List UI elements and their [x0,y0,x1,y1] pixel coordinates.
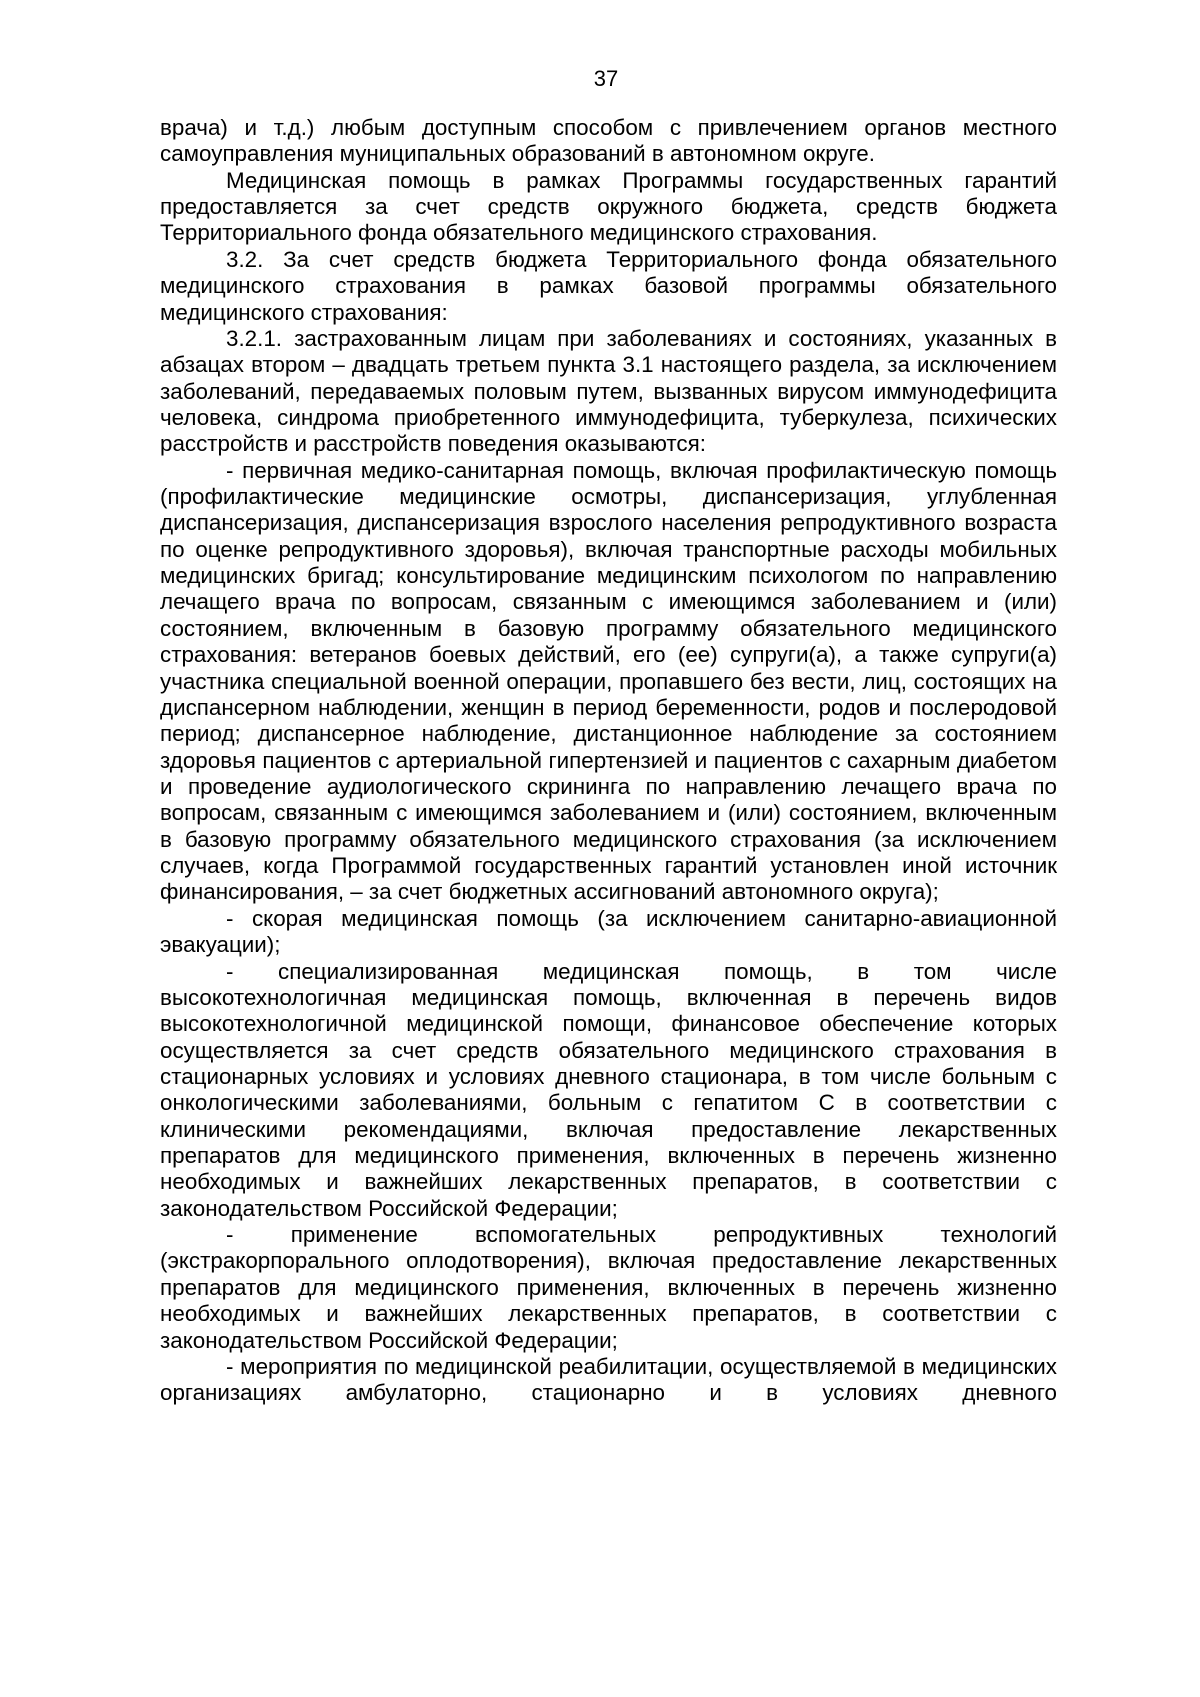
paragraph-continuation: врача) и т.д.) любым доступным способом с привлечением органов местного самоуправления муниципальных образований в автономном округе. [160,115,1057,167]
list-item-primary-care: - первичная медико-санитарная помощь, включая профилактическую помощь (профилактические медицинские осмотры, диспансеризация, углубленная диспансеризация, диспансеризация взрослого населения репродуктивного возраста по оценке репродуктивного здоровья), включая транспортные расходы мобильных медицинских бригад; консультирование медицинским психологом по направлению лечащего врача по вопросам, связанным с имеющимся заболеванием и (или) состоянием, включенным в базовую программу обязательного медицинского страхования: ветеранов боевых действий, его (ее) супруги(а), а также супруги(а) участника специальной военной операции, пропавшего без вести, лиц, состоящих на диспансерном наблюдении, женщин в период беременности, родов и послеродовой период; диспансерное наблюдение, дистанционное наблюдение за состоянием здоровья пациентов с артериальной гипертензией и пациентов с сахарным диабетом и проведение аудиологического скрининга по направлению лечащего врача по вопросам, связанным с имеющимся заболеванием и (или) состоянием, включенным в базовую программу обязательного медицинского страхования (за исключением случаев, когда Программой государственных гарантий установлен иной источник финансирования, – за счет бюджетных ассигнований автономного округа); [160,457,1057,905]
list-item-rehabilitation: - мероприятия по медицинской реабилитации, осуществляемой в медицинских организациях амбулаторно, стационарно и в условиях дневного [160,1353,1057,1406]
list-item-specialized-care: - специализированная медицинская помощь, в том числе высокотехнологичная медицинская помощь, включенная в перечень видов высокотехнологичной медицинской помощи, финансовое обеспечение которых осуществляется за счет средств обязательного медицинского страхования в стационарных условиях и условиях дневного стационара, в том числе больным с онкологическими заболеваниями, больным с гепатитом С в соответствии с клиническими рекомендациями, включая предоставление лекарственных препаратов для медицинского применения, включенных в перечень жизненно необходимых и важнейших лекарственных препаратов, в соответствии с законодательством Российской Федерации; [160,958,1057,1221]
list-item-emergency-care: - скорая медицинская помощь (за исключением санитарно-авиационной эвакуации); [160,905,1057,958]
paragraph-section-3-2-1: 3.2.1. застрахованным лицам при заболеваниях и состояниях, указанных в абзацах втором – двадцать третьем пункта 3.1 настоящего раздела, за исключением заболеваний, передаваемых половым путем, вызванных вирусом иммунодефицита человека, синдрома приобретенного иммунодефицита, туберкулеза, психических расстройств и расстройств поведения оказываются: [160,325,1057,457]
paragraph-section-3-2: 3.2. За счет средств бюджета Территориального фонда обязательного медицинского страхования в рамках базовой программы обязательного медицинского страхования: [160,246,1057,325]
list-item-art: - применение вспомогательных репродуктивных технологий (экстракорпорального оплодотворения), включая предоставление лекарственных препаратов для медицинского применения, включенных в перечень жизненно необходимых и важнейших лекарственных препаратов, в соответствии с законодательством Российской Федерации; [160,1222,1057,1353]
document-body [160,115,1057,1407]
paragraph-funding-sources: Медицинская помощь в рамках Программы государственных гарантий предоставляется за счет средств окружного бюджета, средств бюджета Территориального фонда обязательного медицинского страхования. [160,167,1057,246]
page-number: 37 [593,66,619,91]
